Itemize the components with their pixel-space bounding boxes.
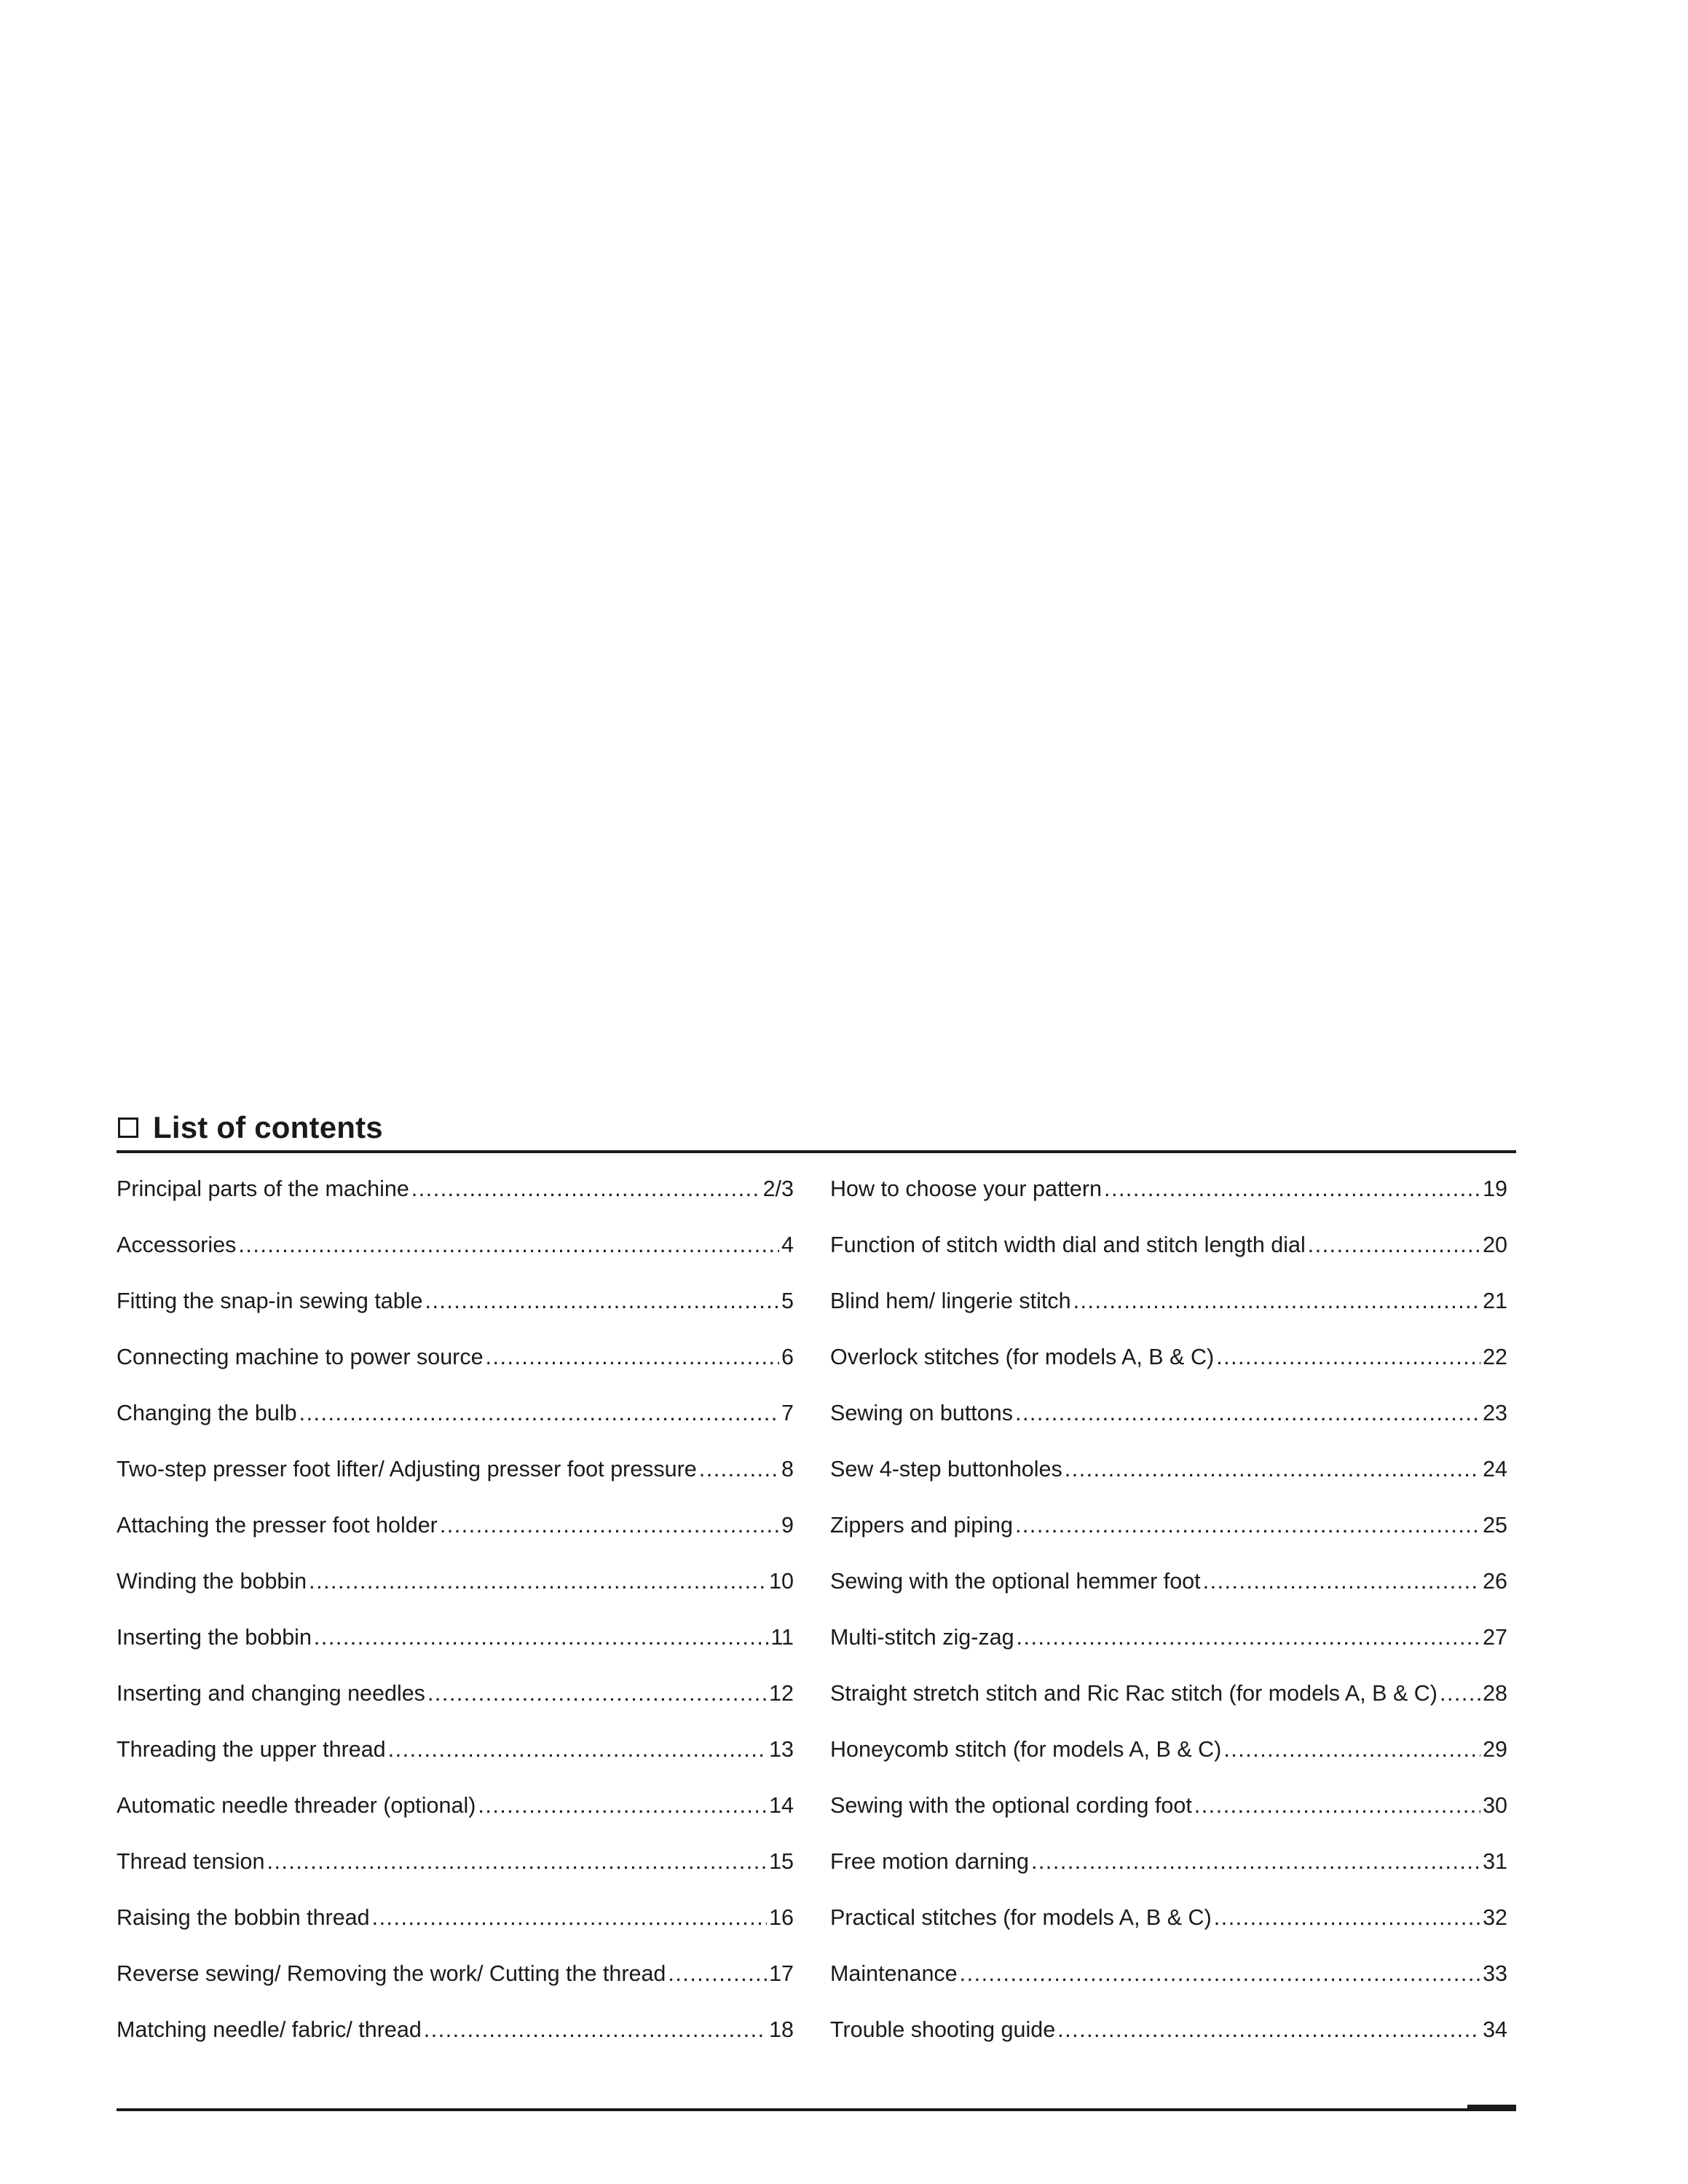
toc-entry-page: 22	[1483, 1345, 1507, 1369]
leader-dots	[1308, 1227, 1480, 1263]
leader-dots	[1017, 1619, 1481, 1655]
toc-entry-title: Multi-stitch zig-zag	[830, 1625, 1014, 1650]
toc-entry-title: Sew 4-step buttonholes	[830, 1457, 1062, 1481]
toc-entry-page: 26	[1483, 1569, 1507, 1594]
toc-entry	[117, 1339, 794, 1375]
toc-entry	[117, 1507, 794, 1543]
toc-entry-title: Threading the upper thread	[117, 1737, 386, 1762]
toc-entry-title: Principal parts of the machine	[117, 1176, 409, 1201]
toc-entry-page: 7	[781, 1401, 794, 1425]
toc-entry-page: 15	[769, 1849, 794, 1874]
toc-entry-page: 24	[1483, 1457, 1507, 1481]
leader-dots	[1216, 1339, 1480, 1375]
leader-dots	[314, 1619, 768, 1655]
toc-entry	[830, 2011, 1507, 2048]
leader-dots	[1073, 1283, 1480, 1319]
toc-entry-page: 33	[1483, 1961, 1507, 1986]
toc-entry	[830, 1843, 1507, 1880]
leader-dots	[1203, 1563, 1480, 1599]
toc-entry-title: Sewing on buttons	[830, 1401, 1013, 1425]
toc-entry-page: 12	[769, 1681, 794, 1706]
toc-entry-title: Connecting machine to power source	[117, 1345, 484, 1369]
toc-entry	[830, 1899, 1507, 1936]
toc-entry	[830, 1563, 1507, 1599]
toc-entry-title: Winding the bobbin	[117, 1569, 307, 1594]
toc-entry-page: 34	[1483, 2017, 1507, 2042]
toc-entry-title: Free motion darning	[830, 1849, 1029, 1874]
toc-entry-page: 2/3	[762, 1176, 794, 1201]
toc-entry-page: 17	[769, 1961, 794, 1986]
toc-entry-page: 23	[1483, 1401, 1507, 1425]
toc-entry-page: 5	[781, 1289, 794, 1313]
checkbox-square-icon	[118, 1117, 138, 1138]
leader-dots	[1104, 1171, 1480, 1207]
toc-entry	[830, 1451, 1507, 1487]
toc-entry	[117, 2011, 794, 2048]
leader-dots	[1440, 1675, 1480, 1712]
toc-entry-title: Automatic needle threader (optional)	[117, 1793, 476, 1818]
toc-entry-title: Inserting and changing needles	[117, 1681, 425, 1706]
toc-entry-title: How to choose your pattern	[830, 1176, 1102, 1201]
leader-dots	[1057, 2011, 1480, 2048]
toc-entry	[117, 1451, 794, 1487]
toc-entry-title: Reverse sewing/ Removing the work/ Cutting the thread	[117, 1961, 666, 1986]
toc-entry-title: Two-step presser foot lifter/ Adjusting presser foot pressure	[117, 1457, 697, 1481]
toc-entry-page: 30	[1483, 1793, 1507, 1818]
leader-dots	[486, 1339, 779, 1375]
toc-entry-page: 20	[1483, 1233, 1507, 1257]
toc-entry-page: 28	[1483, 1681, 1507, 1706]
bottom-divider	[117, 2108, 1516, 2111]
toc-entry	[830, 1227, 1507, 1263]
toc-entry-page: 31	[1483, 1849, 1507, 1874]
toc-entry	[117, 1227, 794, 1263]
toc-entry	[830, 1787, 1507, 1824]
table-of-contents	[117, 1105, 1516, 2065]
toc-entry-page: 21	[1483, 1289, 1507, 1313]
toc-entry-title: Trouble shooting guide	[830, 2017, 1056, 2042]
leader-dots	[299, 1395, 779, 1431]
toc-entry	[117, 1563, 794, 1599]
leader-dots	[1065, 1451, 1480, 1487]
toc-entry-page: 19	[1483, 1176, 1507, 1201]
toc-entry-page: 25	[1483, 1513, 1507, 1538]
toc-entry-title: Sewing with the optional hemmer foot	[830, 1569, 1201, 1594]
toc-entry-page: 18	[769, 2017, 794, 2042]
toc-entry-page: 16	[769, 1905, 794, 1930]
toc-entry-page: 8	[781, 1457, 794, 1481]
toc-entry-title: Changing the bulb	[117, 1401, 297, 1425]
toc-entry-title: Inserting the bobbin	[117, 1625, 312, 1650]
leader-dots	[424, 2011, 767, 2048]
toc-entry-page: 13	[769, 1737, 794, 1762]
toc-entry	[117, 1787, 794, 1824]
leader-dots	[267, 1843, 767, 1880]
toc-entry-title: Straight stretch stitch and Ric Rac stitch (for models A, B & C)	[830, 1681, 1437, 1706]
toc-entry-page: 27	[1483, 1625, 1507, 1650]
toc-entry-title: Function of stitch width dial and stitch length dial	[830, 1233, 1306, 1257]
toc-entry-page: 6	[781, 1345, 794, 1369]
toc-entry	[117, 1675, 794, 1712]
toc-entry-page: 32	[1483, 1905, 1507, 1930]
leader-dots	[238, 1227, 779, 1263]
toc-entry-title: Raising the bobbin thread	[117, 1905, 370, 1930]
toc-entry	[830, 1675, 1507, 1712]
toc-entry-title: Sewing with the optional cording foot	[830, 1793, 1192, 1818]
toc-entry-title: Thread tension	[117, 1849, 265, 1874]
toc-entry-title: Matching needle/ fabric/ thread	[117, 2017, 422, 2042]
leader-dots	[478, 1787, 767, 1824]
bottom-divider-accent	[1467, 2105, 1516, 2108]
toc-entry	[830, 1171, 1507, 1207]
toc-entry-page: 11	[770, 1625, 794, 1650]
leader-dots	[440, 1507, 779, 1543]
toc-columns	[117, 1153, 1516, 2065]
toc-entry-title: Accessories	[117, 1233, 237, 1257]
toc-entry	[117, 1731, 794, 1768]
toc-entry-page: 9	[781, 1513, 794, 1538]
leader-dots	[1031, 1843, 1480, 1880]
leader-dots	[1015, 1395, 1480, 1431]
toc-entry	[830, 1619, 1507, 1655]
toc-entry-title: Attaching the presser foot holder	[117, 1513, 438, 1538]
toc-entry	[117, 1955, 794, 1992]
leader-dots	[372, 1899, 767, 1936]
toc-entry	[117, 1843, 794, 1880]
toc-entry-title: Fitting the snap-in sewing table	[117, 1289, 423, 1313]
leader-dots	[309, 1563, 767, 1599]
leader-dots	[1194, 1787, 1480, 1824]
toc-title: List of contents	[153, 1110, 383, 1144]
toc-entry-title: Practical stitches (for models A, B & C)	[830, 1905, 1212, 1930]
toc-entry	[830, 1339, 1507, 1375]
toc-entry	[830, 1395, 1507, 1431]
toc-entry	[117, 1619, 794, 1655]
toc-header	[117, 1105, 1516, 1153]
leader-dots	[427, 1675, 767, 1712]
toc-entry-title: Zippers and piping	[830, 1513, 1013, 1538]
toc-entry	[830, 1507, 1507, 1543]
toc-entry-page: 10	[769, 1569, 794, 1594]
toc-entry	[117, 1171, 794, 1207]
leader-dots	[668, 1955, 767, 1992]
leader-dots	[960, 1955, 1480, 1992]
toc-entry-title: Maintenance	[830, 1961, 958, 1986]
toc-entry-title: Honeycomb stitch (for models A, B & C)	[830, 1737, 1222, 1762]
leader-dots	[1015, 1507, 1480, 1543]
toc-entry	[117, 1899, 794, 1936]
toc-entry	[830, 1731, 1507, 1768]
toc-entry-page: 14	[769, 1793, 794, 1818]
leader-dots	[1214, 1899, 1480, 1936]
toc-entry	[117, 1283, 794, 1319]
toc-entry	[117, 1395, 794, 1431]
leader-dots	[411, 1171, 761, 1207]
leader-dots	[425, 1283, 779, 1319]
leader-dots	[1223, 1731, 1480, 1768]
toc-entry-page: 4	[781, 1233, 794, 1257]
toc-entry-page: 29	[1483, 1737, 1507, 1762]
toc-entry-title: Overlock stitches (for models A, B & C)	[830, 1345, 1215, 1369]
toc-entry	[830, 1955, 1507, 1992]
leader-dots	[388, 1731, 767, 1768]
toc-entry	[830, 1283, 1507, 1319]
leader-dots	[699, 1451, 779, 1487]
toc-entry-title: Blind hem/ lingerie stitch	[830, 1289, 1071, 1313]
